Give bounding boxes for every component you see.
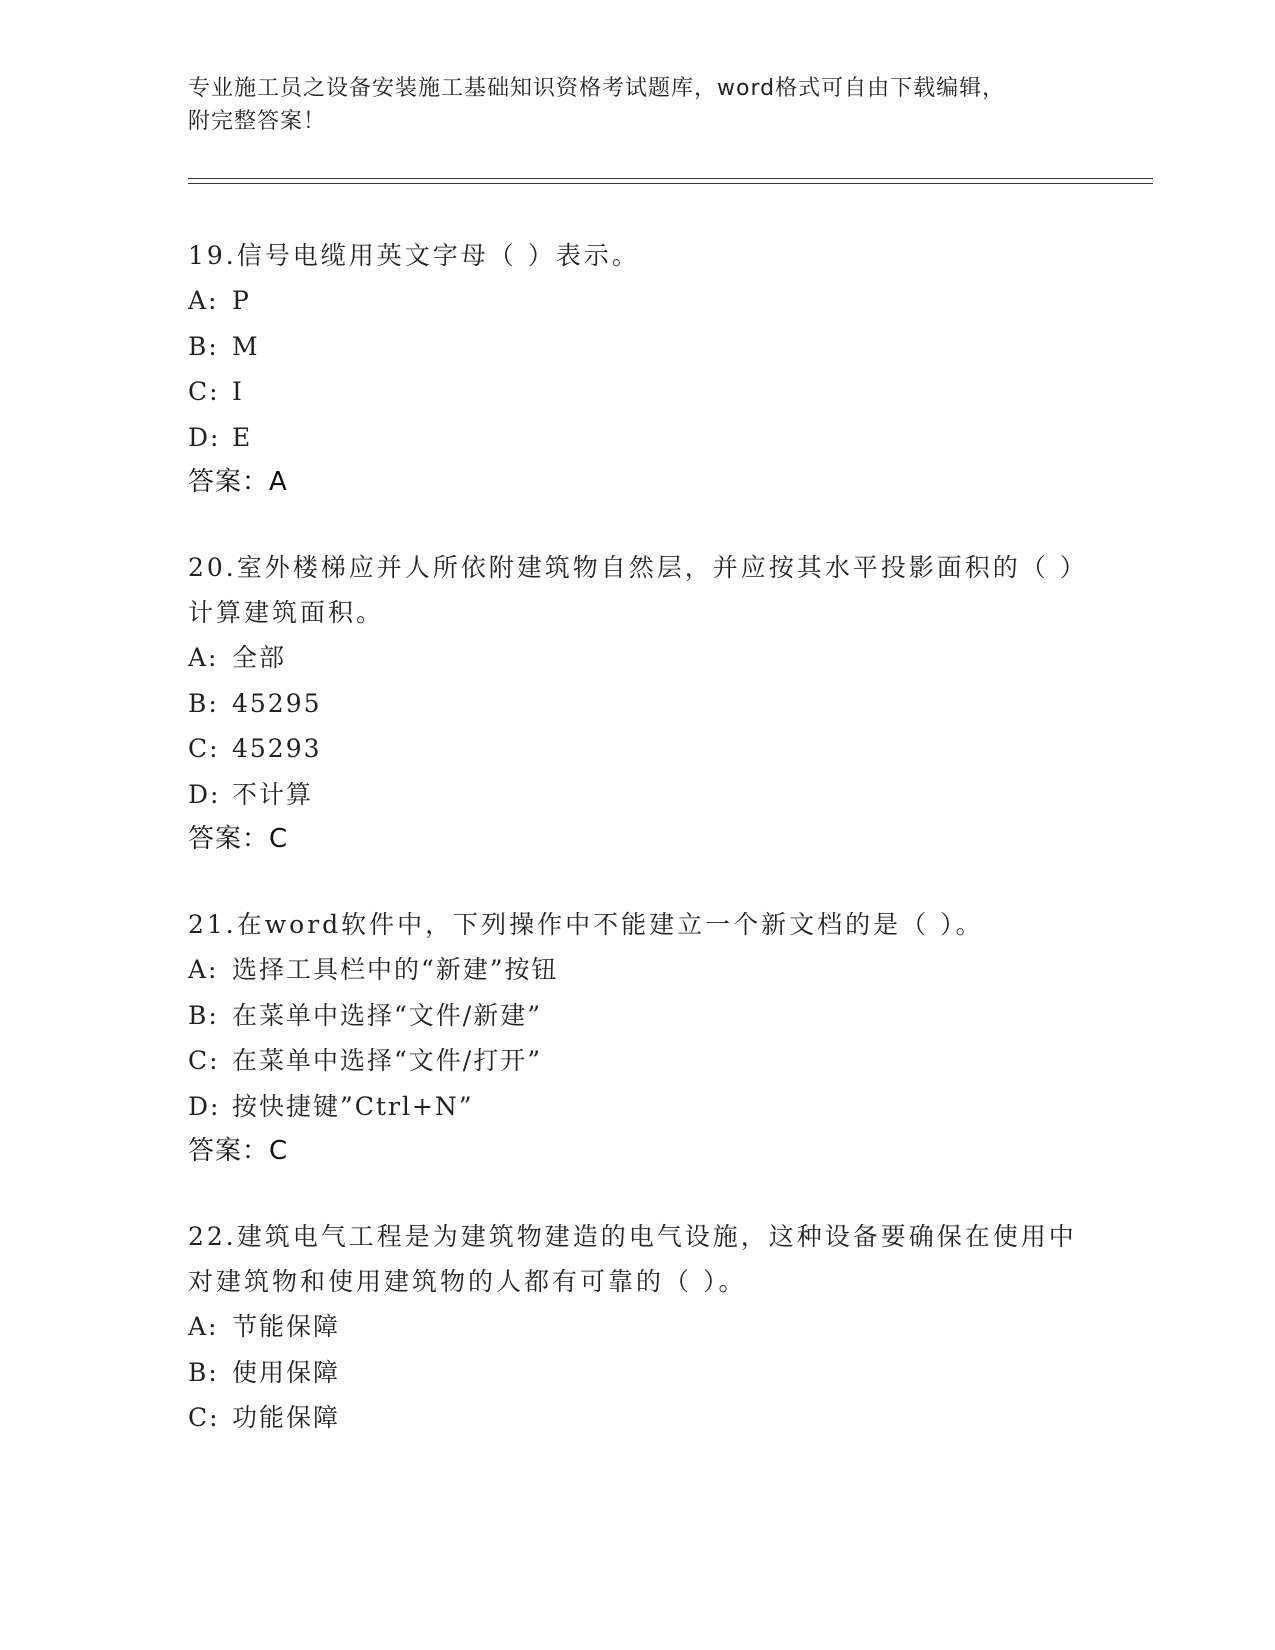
option-c xyxy=(188,1395,1088,1441)
option-text: P xyxy=(232,286,251,315)
option-text: M xyxy=(232,331,260,361)
answer-line: 答案：A xyxy=(188,467,288,497)
question-text: 21.在word软件中，下列操作中不能建立一个新文档的是（ ）。 xyxy=(188,910,984,939)
option-a xyxy=(188,278,1088,324)
question-22 xyxy=(188,1214,1088,1441)
option-key: C: xyxy=(188,1046,220,1075)
question-19 xyxy=(188,233,1088,505)
answer-line: 答案：C xyxy=(188,1136,289,1166)
option-c xyxy=(188,1038,1088,1084)
option-key: D: xyxy=(188,779,221,809)
option-key: B: xyxy=(188,1000,219,1030)
question-20 xyxy=(188,545,1088,862)
option-b xyxy=(188,324,1088,370)
option-c xyxy=(188,726,1088,772)
option-text: 在菜单中选择“文件/打开” xyxy=(232,1046,542,1075)
option-key: D: xyxy=(188,1091,221,1121)
answer-line: 答案：C xyxy=(188,824,289,854)
option-text: 按快捷键”Ctrl+N” xyxy=(232,1091,474,1121)
option-text: 功能保障 xyxy=(232,1403,341,1432)
option-text: 45293 xyxy=(232,734,322,763)
header-divider-bottom xyxy=(188,183,1153,184)
option-key: B: xyxy=(188,688,219,718)
option-b xyxy=(188,1350,1088,1396)
option-key: D: xyxy=(188,422,221,452)
document-header xyxy=(188,72,1068,138)
header-divider-top xyxy=(188,178,1153,179)
option-d xyxy=(188,1084,1088,1130)
option-d xyxy=(188,772,1088,818)
option-text: 节能保障 xyxy=(232,1312,341,1341)
option-key: B: xyxy=(188,1357,219,1387)
option-d xyxy=(188,415,1088,461)
option-key: A: xyxy=(188,643,219,672)
option-key: A: xyxy=(188,1312,219,1341)
header-line-2: 附完整答案！ xyxy=(188,109,327,134)
question-text: 22.建筑电气工程是为建筑物建造的电气设施，这种设备要确保在使用中对建筑物和使用建筑物的人都有可靠的（ ）。 xyxy=(188,1222,1077,1296)
question-21 xyxy=(188,902,1088,1174)
option-text: 使用保障 xyxy=(232,1357,341,1387)
option-text: 在菜单中选择“文件/新建” xyxy=(232,1000,542,1030)
option-key: C: xyxy=(188,377,220,406)
option-key: A: xyxy=(188,955,219,984)
option-a xyxy=(188,1304,1088,1350)
option-key: C: xyxy=(188,734,220,763)
question-list xyxy=(188,233,1088,1481)
option-a xyxy=(188,947,1088,993)
header-line-1: 专业施工员之设备安装施工基础知识资格考试题库，word格式可自由下载编辑， xyxy=(188,76,1006,101)
option-text: 选择工具栏中的“新建”按钮 xyxy=(232,955,559,984)
option-text: I xyxy=(232,377,244,406)
option-key: A: xyxy=(188,286,219,315)
option-c xyxy=(188,369,1088,415)
option-b xyxy=(188,993,1088,1039)
question-text: 20.室外楼梯应并人所依附建筑物自然层，并应按其水平投影面积的（ ）计算建筑面积。 xyxy=(188,553,1088,627)
option-text: 全部 xyxy=(232,643,287,672)
option-text: 不计算 xyxy=(232,779,314,809)
option-key: B: xyxy=(188,331,219,361)
question-text: 19.信号电缆用英文字母（ ）表示。 xyxy=(188,241,640,270)
option-a xyxy=(188,635,1088,681)
option-text: E xyxy=(232,422,253,452)
option-b xyxy=(188,681,1088,727)
option-text: 45295 xyxy=(232,688,322,718)
option-key: C: xyxy=(188,1403,220,1432)
